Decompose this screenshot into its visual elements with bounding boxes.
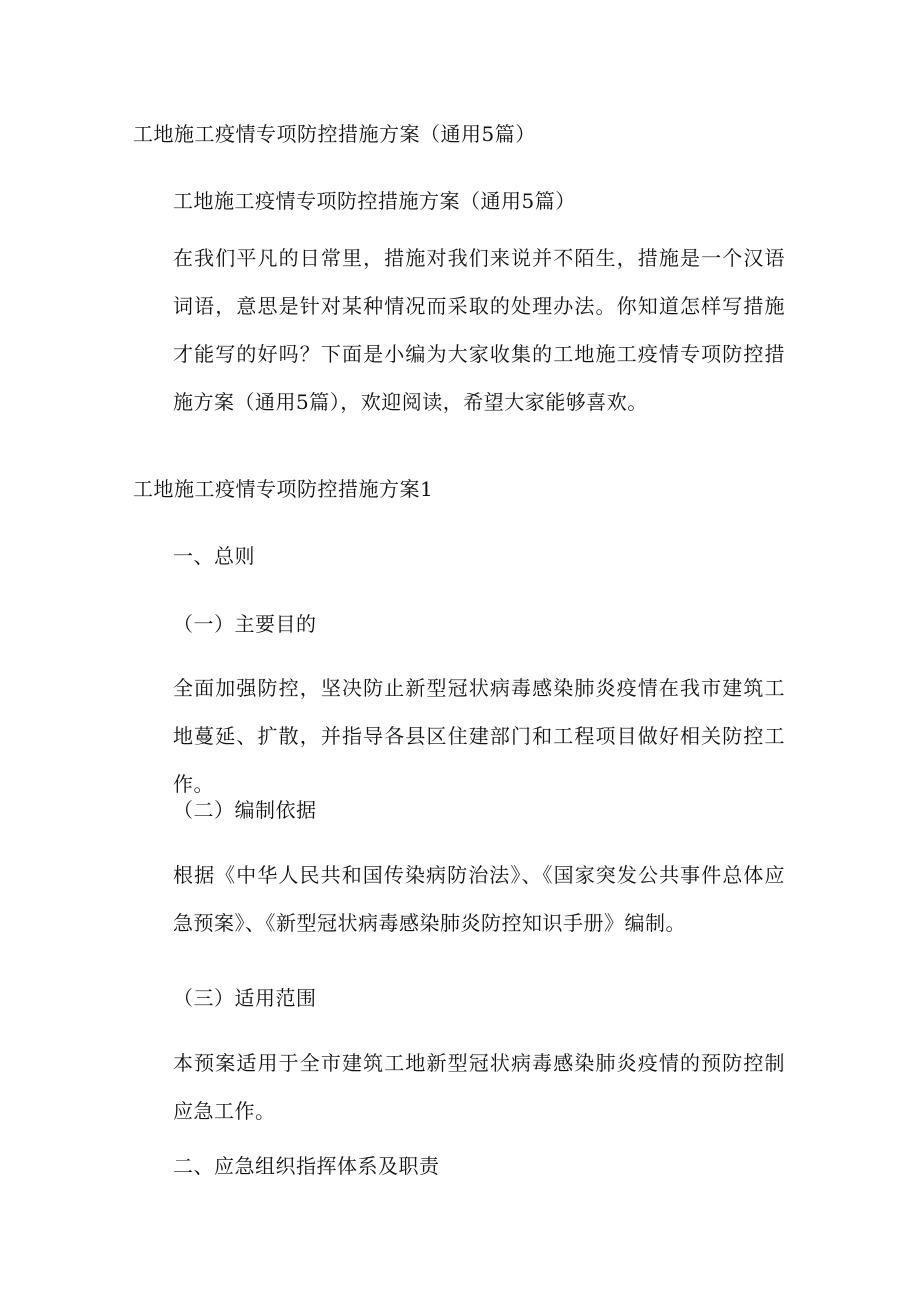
section-heading: 工地施工疫情专项防控措施方案1 <box>133 477 434 501</box>
basis-paragraph: 根据《中华人民共和国传染病防治法》、《国家突发公共事件总体应急预案》、《新型冠状病毒感染肺炎防控知识手册》编制。 <box>173 863 785 935</box>
document-subtitle: 工地施工疫情专项防控措施方案（通用5篇） <box>173 189 576 213</box>
purpose-paragraph: 全面加强防控，坚决防止新型冠状病毒感染肺炎疫情在我市建筑工地蔓延、扩散，并指导各县区住建部门和工程项目做好相关防控工作。 <box>173 676 785 796</box>
heading-organization: 二、应急组织指挥体系及职责 <box>173 1154 440 1178</box>
document-title: 工地施工疫情专项防控措施方案（通用5篇） <box>133 122 536 146</box>
heading-general: 一、总则 <box>173 544 255 568</box>
scope-paragraph: 本预案适用于全市建筑工地新型冠状病毒感染肺炎疫情的预防控制应急工作。 <box>173 1051 785 1123</box>
heading-basis: （二）编制依据 <box>173 798 317 822</box>
heading-purpose: （一）主要目的 <box>173 612 317 636</box>
heading-scope: （三）适用范围 <box>173 986 317 1010</box>
intro-paragraph: 在我们平凡的日常里，措施对我们来说并不陌生，措施是一个汉语词语，意思是针对某种情况而采取的处理办法。你知道怎样写措施才能写的好吗？下面是小编为大家收集的工地施工疫情专项防控措施方案（通用5篇），欢迎阅读，希望大家能够喜欢。 <box>173 246 785 414</box>
